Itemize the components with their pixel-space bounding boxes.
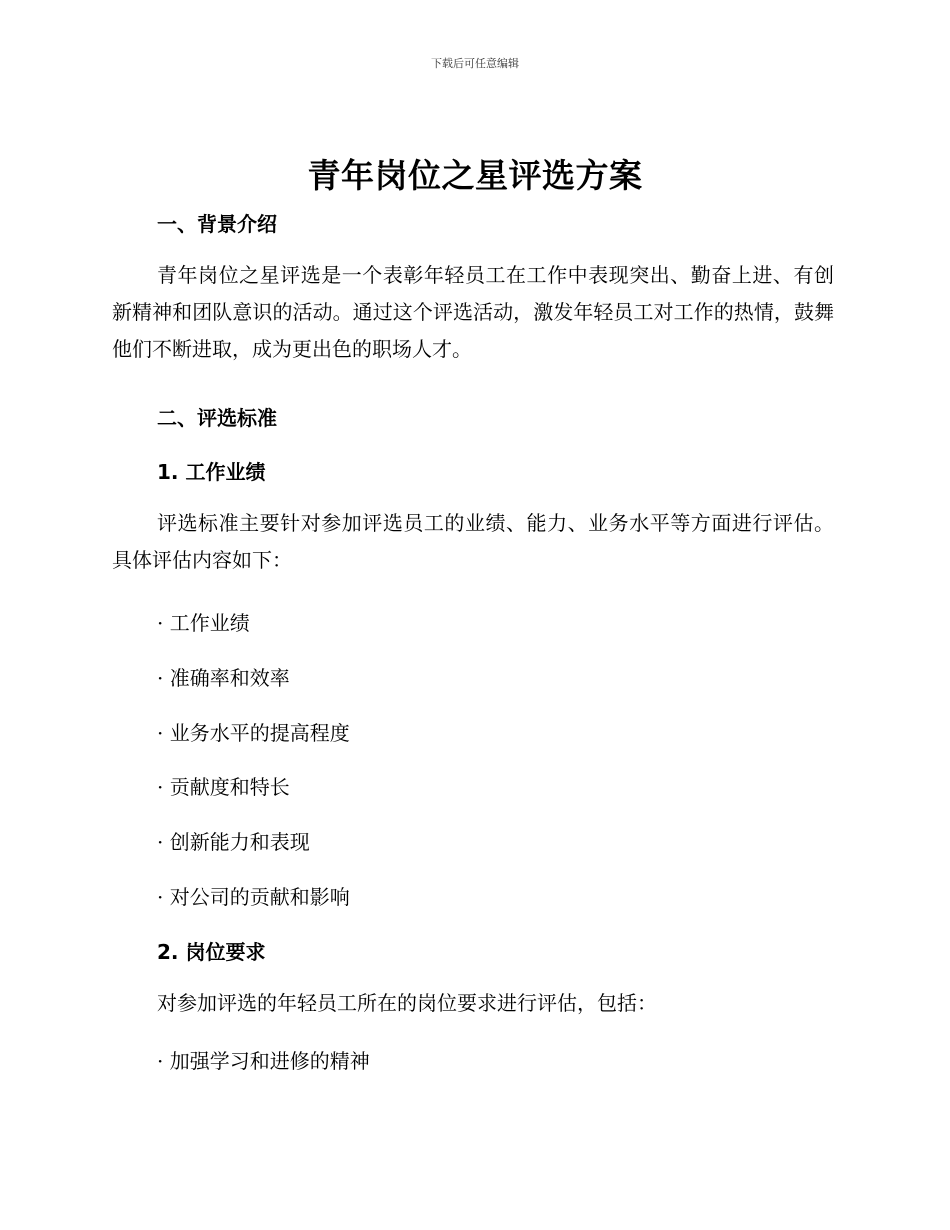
section-heading-background: 一、背景介绍 <box>157 212 277 236</box>
list-item: · 准确率和效率 <box>157 666 290 690</box>
section-heading-criteria: 二、评选标准 <box>157 406 277 430</box>
header-note: 下载后可任意编辑 <box>431 57 519 70</box>
list-item: · 工作业绩 <box>157 611 250 635</box>
subheading-work-performance: 1. 工作业绩 <box>157 460 266 484</box>
paragraph-background: 青年岗位之星评选是一个表彰年轻员工在工作中表现突出、勤奋上进、有创新精神和团队意识的活动。通过这个评选活动，激发年轻员工对工作的热情，鼓舞他们不断进取，成为更出色的职场人才。 <box>112 263 834 361</box>
paragraph-position-intro: 对参加评选的年轻员工所在的岗位要求进行评估，包括： <box>157 991 657 1015</box>
document-title: 青年岗位之星评选方案 <box>307 156 643 195</box>
list-item: · 创新能力和表现 <box>157 830 310 854</box>
list-item: · 对公司的贡献和影响 <box>157 885 350 909</box>
list-item: · 加强学习和进修的精神 <box>157 1049 370 1073</box>
list-item: · 业务水平的提高程度 <box>157 721 350 745</box>
subheading-position-requirements: 2. 岗位要求 <box>157 940 266 964</box>
list-item: · 贡献度和特长 <box>157 775 290 799</box>
paragraph-criteria-intro: 评选标准主要针对参加评选员工的业绩、能力、业务水平等方面进行评估。具体评估内容如下： <box>112 511 834 572</box>
